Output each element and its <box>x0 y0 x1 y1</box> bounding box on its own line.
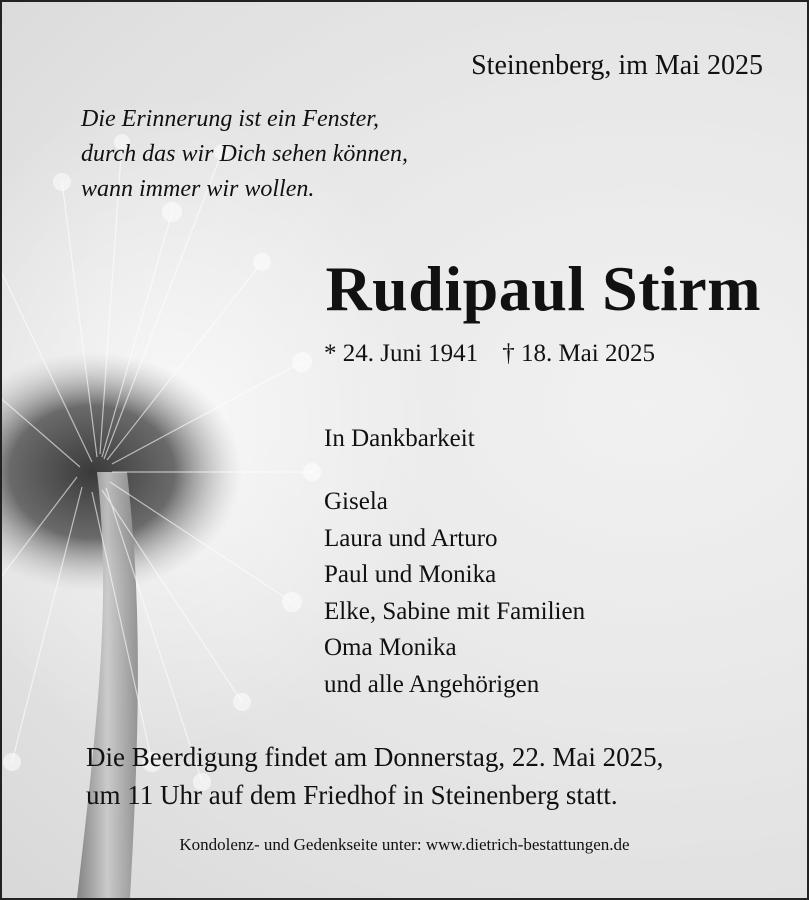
mourner-entry: Oma Monika <box>324 634 457 662</box>
quote-line: Die Erinnerung ist ein Fenster, <box>81 106 379 132</box>
mourner-entry: Laura und Arturo <box>324 524 498 552</box>
memorial-quote <box>81 102 408 207</box>
mourners-list <box>324 484 585 704</box>
mourner-entry: und alle Angehörigen <box>324 670 540 698</box>
quote-line: wann immer wir wollen. <box>81 176 315 202</box>
place-and-date: Steinenberg, im Mai 2025 <box>471 50 763 81</box>
mourner-entry: Paul und Monika <box>324 561 497 589</box>
mourner-entry: Elke, Sabine mit Familien <box>324 597 586 625</box>
mourner-entry: Gisela <box>324 488 388 515</box>
funeral-line: Die Beerdigung findet am Donnerstag, 22. Mai 2025, <box>86 742 664 772</box>
birth-date: * 24. Juni 1941 <box>324 340 479 367</box>
death-date: † 18. Mai 2025 <box>502 340 655 367</box>
condolence-website-note: Kondolenz- und Gedenkseite unter: www.dietrich-bestattungen.de <box>179 835 630 854</box>
funeral-announcement <box>86 738 663 814</box>
quote-line: durch das wir Dich sehen können, <box>81 141 409 167</box>
gratitude-line: In Dankbarkeit <box>324 425 475 452</box>
life-dates <box>324 340 655 368</box>
deceased-name: Rudipaul Stirm <box>325 253 761 324</box>
funeral-line: um 11 Uhr auf dem Friedhof in Steinenberg statt. <box>86 780 618 810</box>
